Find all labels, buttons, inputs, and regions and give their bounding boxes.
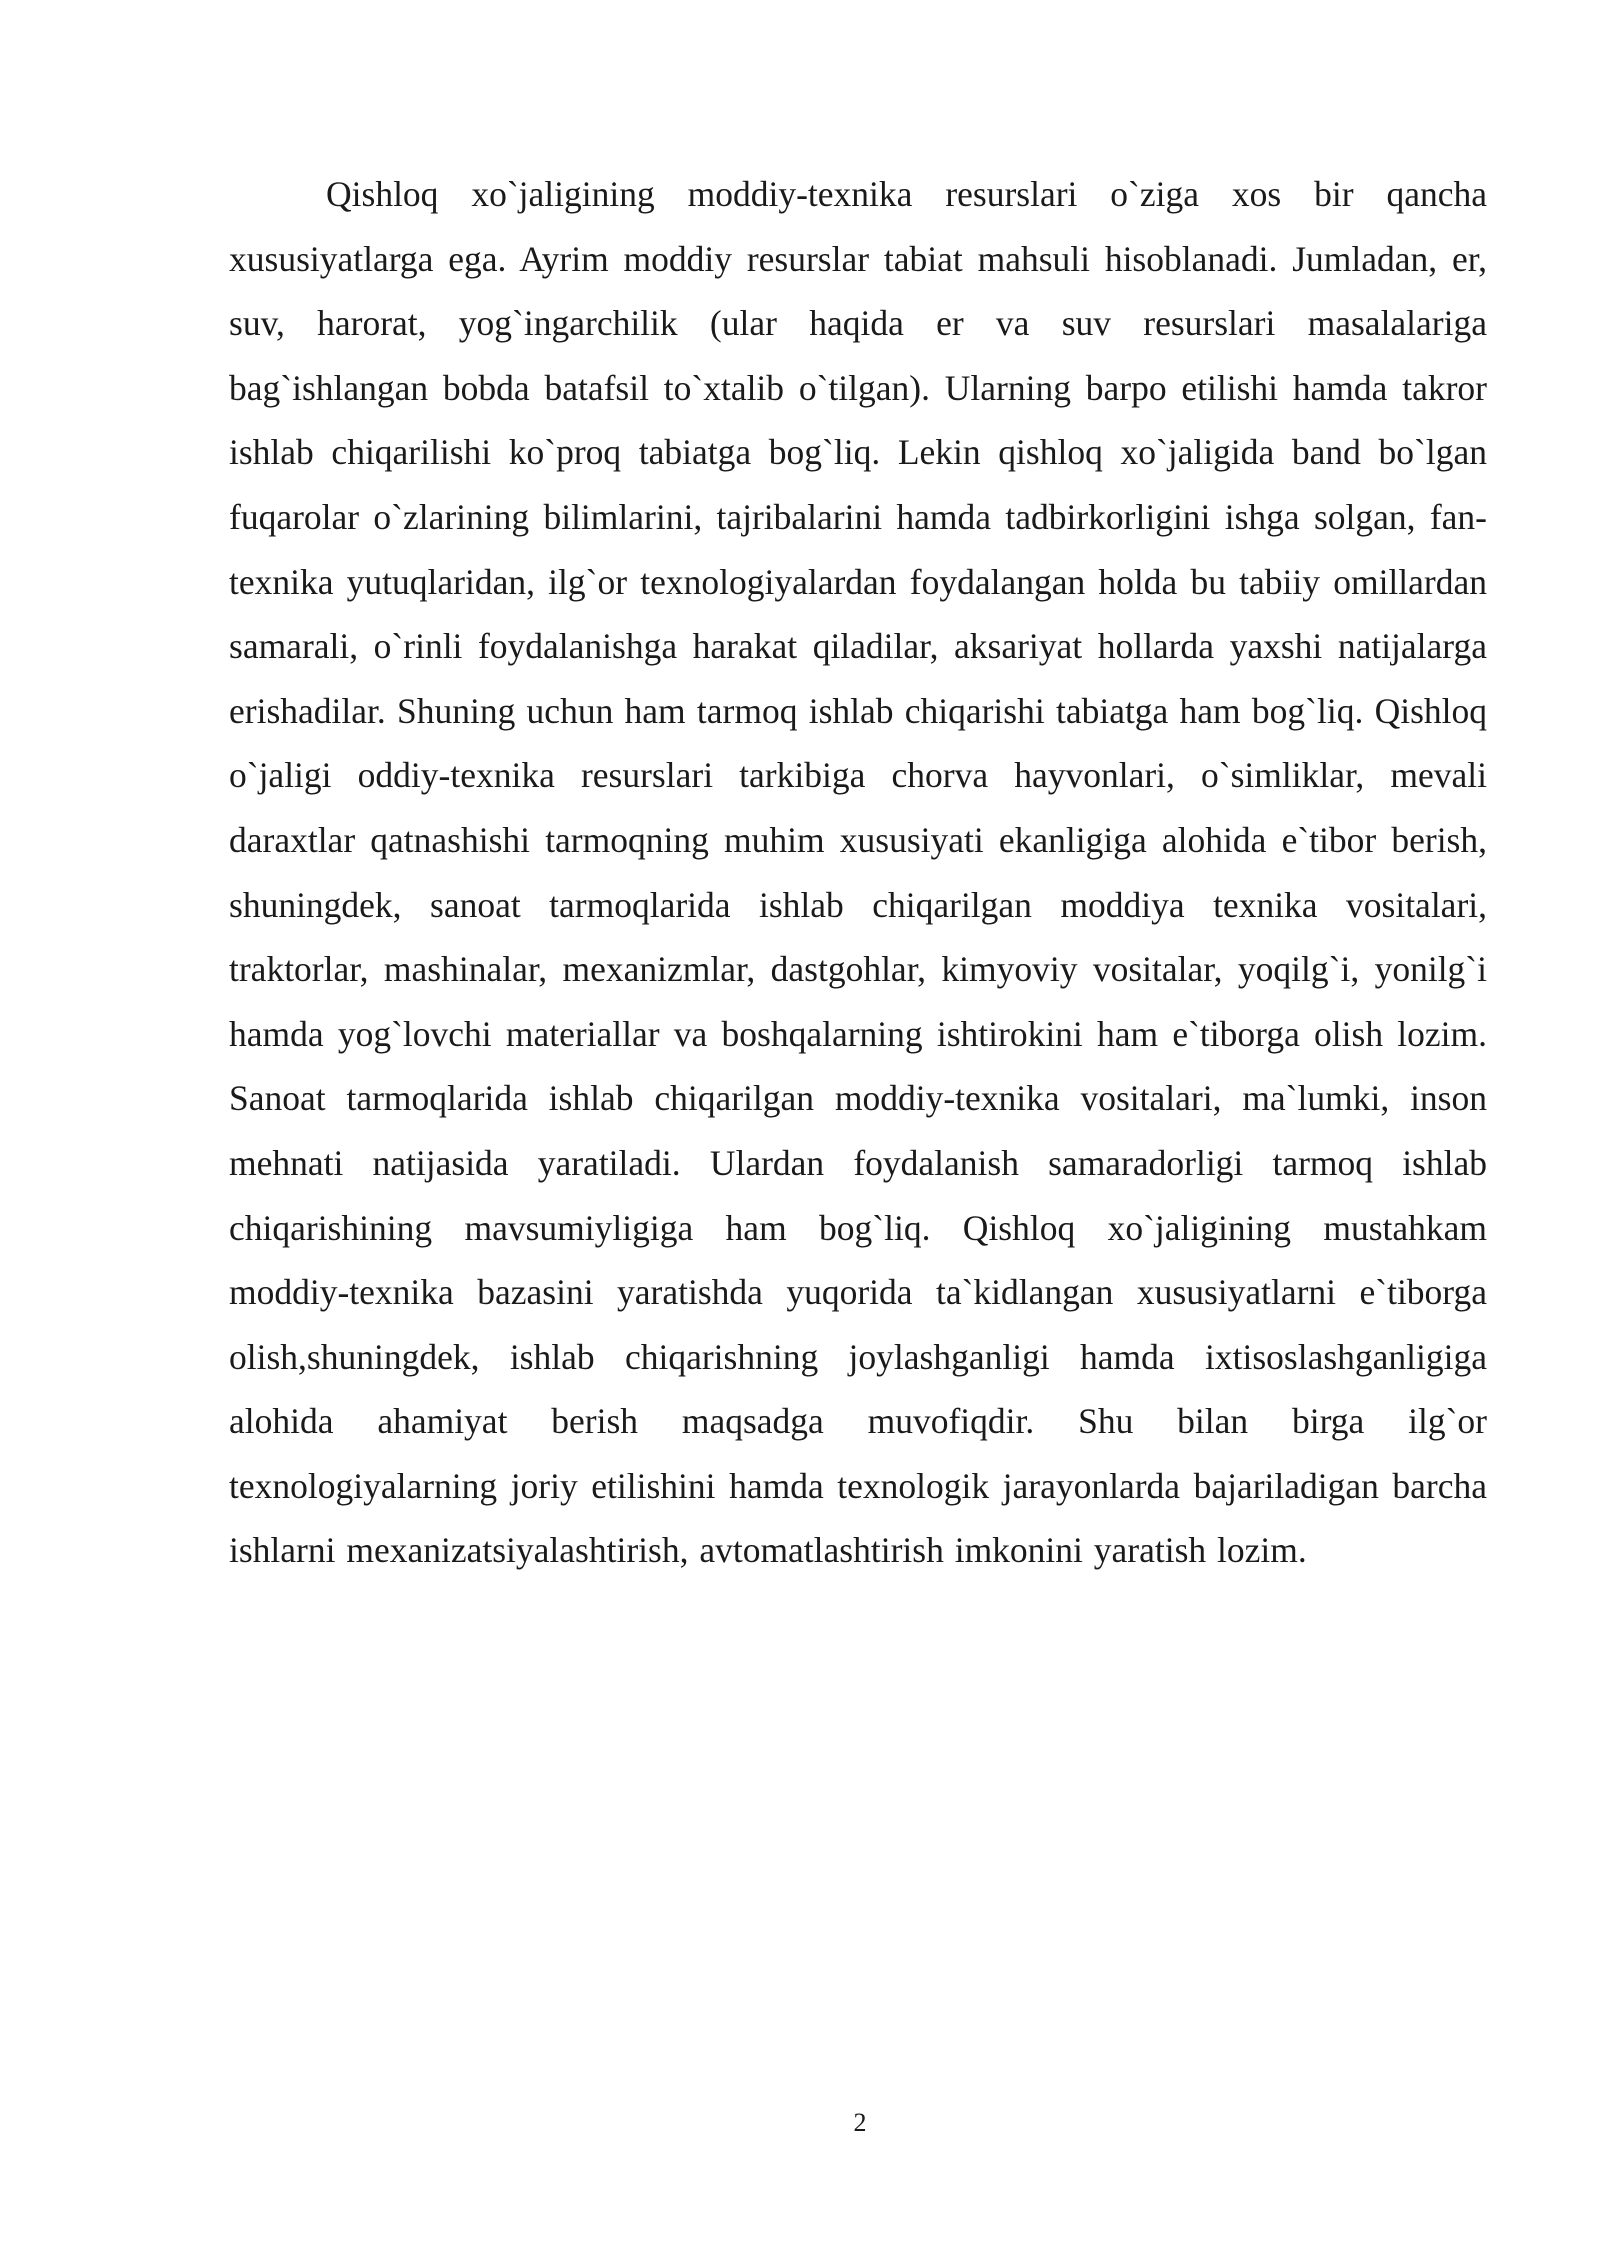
body-paragraph: Qishloq xo`jaligining moddiy-texnika resurslari o`ziga xos bir qancha xususiyatlarga ega. Ayrim moddiy resurslar tabiat mahsuli hisoblanadi. Jumladan, er, suv, harorat, yog`ingarchilik (ular haqida er va suv resurslari masalalariga bag`ishlangan bobda batafsil to`xtalib o`tilgan). Ularning barpo etilishi hamda takror ishlab chiqarilishi ko`proq tabiatga bog`liq. Lekin qishloq xo`jaligida band bo`lgan fuqarolar o`zlarining bilimlarini, tajribalarini hamda tadbirkorligini ishga solgan, fan-texnika yutuqlaridan, ilg`or texnologiyalardan foydalangan holda bu tabiiy omillardan samarali, o`rinli foydalanishga harakat qiladilar, aksariyat hollarda yaxshi natijalarga erishadilar. Shuning uchun ham tarmoq ishlab chiqarishi tabiatga ham bog`liq. Qishloq o`jaligi oddiy-texnika resurslari tarkibiga chorva hayvonlari, o`simliklar, mevali daraxtlar qatnashishi tarmoqning muhim xususiyati ekanligiga alohida e`tibor berish, shuningdek, sanoat tarmoqlarida ishlab chiqarilgan moddiya texnika vositalari, traktorlar, mashinalar, mexanizmlar, dastgohlar, kimyoviy vositalar, yoqilg`i, yonilg`i hamda yog`lovchi materiallar va boshqalarning ishtirokini ham e`tiborga olish lozim. Sanoat tarmoqlarida ishlab chiqarilgan moddiy-texnika vositalari, ma`lumki, inson mehnati natijasida yaratiladi. Ulardan foydalanish samaradorligi tarmoq ishlab chiqarishining mavsumiyligiga ham bog`liq. Qishloq xo`jaligining mustahkam moddiy-texnika bazasini yaratishda yuqorida ta`kidlangan xususiyatlarni e`tiborga olish,shuningdek, ishlab chiqarishning joylashganligi hamda ixtisoslashganligiga alohida ahamiyat berish maqsadga muvofiqdir. Shu bilan birga ilg`or texnologiyalarning joriy etilishini hamda texnologik jarayonlarda bajariladigan barcha ishlarni mexanizatsiyalashtirish, avtomatlashtirish imkonini yaratish lozim.: [229, 174, 1487, 1571]
page-number: 2: [853, 2108, 867, 2137]
